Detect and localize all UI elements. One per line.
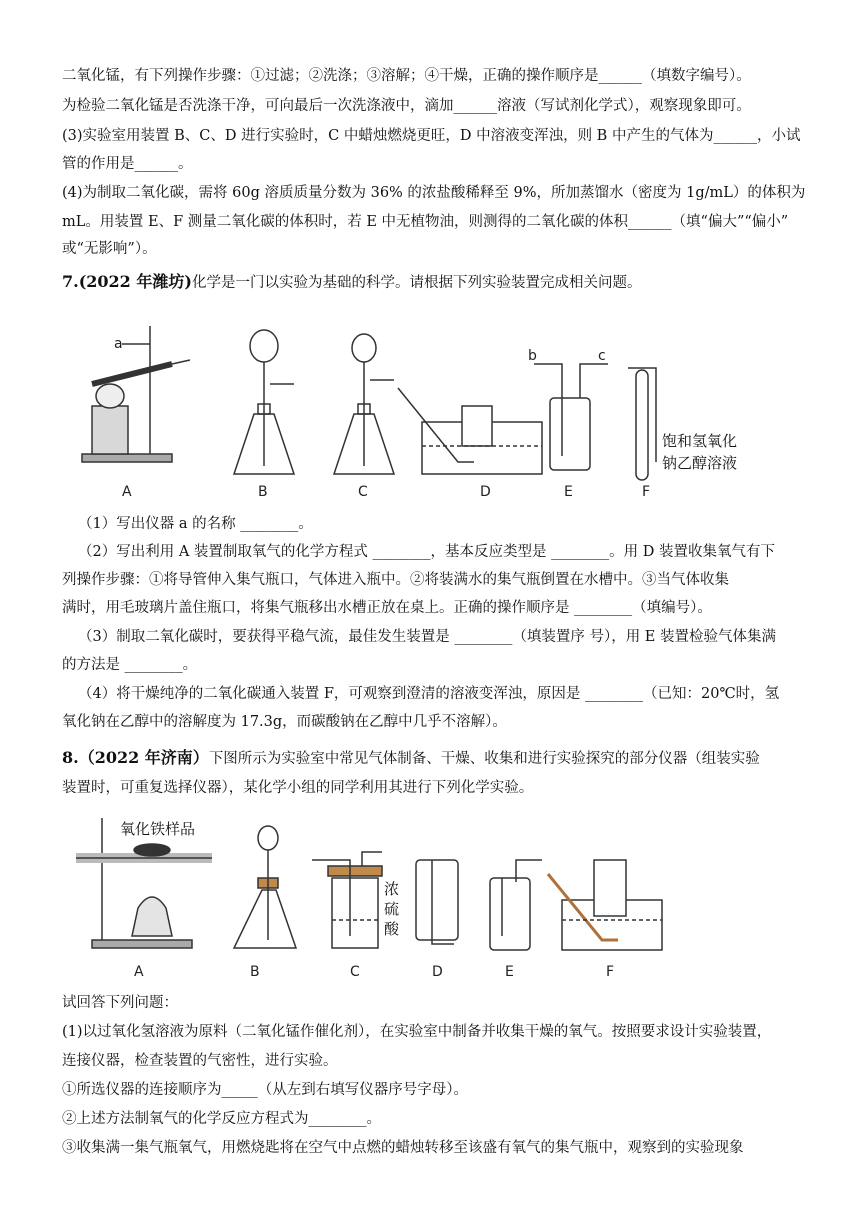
text-line: 连接仪器，检查装置的气密性，进行实验。	[62, 1053, 338, 1069]
figure-label: E	[564, 484, 573, 500]
figure-label: A	[134, 964, 144, 980]
text-line: (3)实验室用装置 B、C、D 进行实验时，C 中蜡烛燃烧更旺，D 中溶液变浑浊，则 B 中产生的气体为______，小试	[62, 128, 801, 144]
question-8-intro: 下图所示为实验室中常见气体制备、干燥、收集和进行实验探究的部分仪器（组装实验	[208, 751, 760, 767]
figure-label: F	[642, 484, 651, 500]
text-line: 的方法是 ________。	[62, 657, 198, 673]
text-line: ②上述方法制氧气的化学反应方程式为________。	[62, 1111, 381, 1127]
text-line: 二氧化锰，有下列操作步骤：①过滤；②洗涤；③溶解；④干燥，正确的操作顺序是______（填数字编号）。	[62, 68, 751, 84]
acid-label: 酸	[384, 920, 400, 938]
q8-apparatus-figure	[62, 808, 802, 988]
figure-label: C	[350, 964, 360, 980]
question-7-intro: 化学是一门以实验为基础的科学。请根据下列实验装置完成相关问题。	[191, 275, 642, 291]
text-line: （4）将干燥纯净的二氧化碳通入装置 F，可观察到澄清的溶液变浑浊，原因是 ________（已知：20℃时，氢	[78, 686, 780, 702]
text-line: 为检验二氧化锰是否洗涤干净，可向最后一次洗涤液中，滴加______溶液（写试剂化学式），观察现象即可。	[62, 98, 751, 114]
acid-label: 浓	[384, 880, 400, 898]
text-line: mL。用装置 E、F 测量二氧化碳的体积时，若 E 中无植物油，则测得的二氧化碳的体积______（填“偏大”“偏小”	[62, 214, 789, 230]
sample-label: 氧化铁样品	[120, 820, 196, 838]
text-line: （2）写出利用 A 装置制取氧气的化学方程式 ________，基本反应类型是 ________。用 D 装置收集氧气有下	[78, 544, 775, 560]
text-line: 管的作用是______。	[62, 156, 193, 172]
text-line: 列操作步骤：①将导管伸入集气瓶口，气体进入瓶中。②将装满水的集气瓶倒置在水槽中。③当气体收集	[62, 572, 729, 588]
q8-figure-labels	[120, 820, 614, 980]
text-line: 满时，用毛玻璃片盖住瓶口，将集气瓶移出水槽正放在桌上。正确的操作顺序是 ________（填编号）。	[62, 600, 712, 616]
text-line: (4)为制取二氧化碳，需将 60g 溶质质量分数为 36% 的浓盐酸稀释至 9%，所加蒸馏水（密度为 1g/mL）的体积为	[62, 185, 806, 201]
text-line: 装置时，可重复选择仪器），某化学小组的同学利用其进行下列化学实验。	[62, 780, 534, 796]
f-solution-note: 钠乙醇溶液	[662, 454, 738, 472]
text-line: ①所选仪器的连接顺序为_____（从左到右填写仪器序号字母）。	[62, 1082, 468, 1098]
figure-label: F	[606, 964, 615, 980]
annotation-c: c	[598, 348, 606, 364]
figure-label: D	[480, 484, 491, 500]
text-line: (1)以过氧化氢溶液为原料（二氧化锰作催化剂），在实验室中制备并收集干燥的氧气。按照要求设计实验装置，	[62, 1024, 772, 1040]
acid-label: 硫	[384, 900, 400, 918]
q7-figure-labels	[114, 336, 737, 500]
annotation-a: a	[114, 336, 123, 352]
figure-label: D	[432, 964, 443, 980]
text-line: 氧化钠在乙醇中的溶解度为 17.3g，而碳酸钠在乙醇中几乎不溶解）。	[62, 714, 507, 730]
text-line: 或“无影响”）。	[62, 241, 157, 257]
text-line: ③收集满一集气瓶氧气，用燃烧匙将在空气中点燃的蜡烛转移至该盛有氧气的集气瓶中，观察到的实验现象	[62, 1140, 744, 1156]
text-line: （3）制取二氧化碳时，要获得平稳气流，最佳发生装置是 ________（填装置序 号），用 E 装置检验气体集满	[78, 629, 776, 645]
figure-label: E	[505, 964, 514, 980]
figure-label: A	[122, 484, 132, 500]
text-line: 试回答下列问题：	[62, 995, 178, 1011]
figure-label: B	[250, 964, 260, 980]
annotation-b: b	[528, 348, 537, 364]
figure-label: B	[258, 484, 268, 500]
question-8-title: 8.（2022 年济南）	[62, 748, 209, 767]
question-8-heading	[62, 748, 812, 769]
q7-apparatus-figure	[62, 306, 802, 506]
text-line: （1）写出仪器 a 的名称 ________。	[78, 516, 313, 532]
question-7-heading	[62, 272, 812, 293]
f-solution-note: 饱和氢氧化	[662, 432, 738, 450]
question-7-title: 7.(2022 年潍坊)	[62, 272, 192, 291]
figure-label: C	[358, 484, 368, 500]
